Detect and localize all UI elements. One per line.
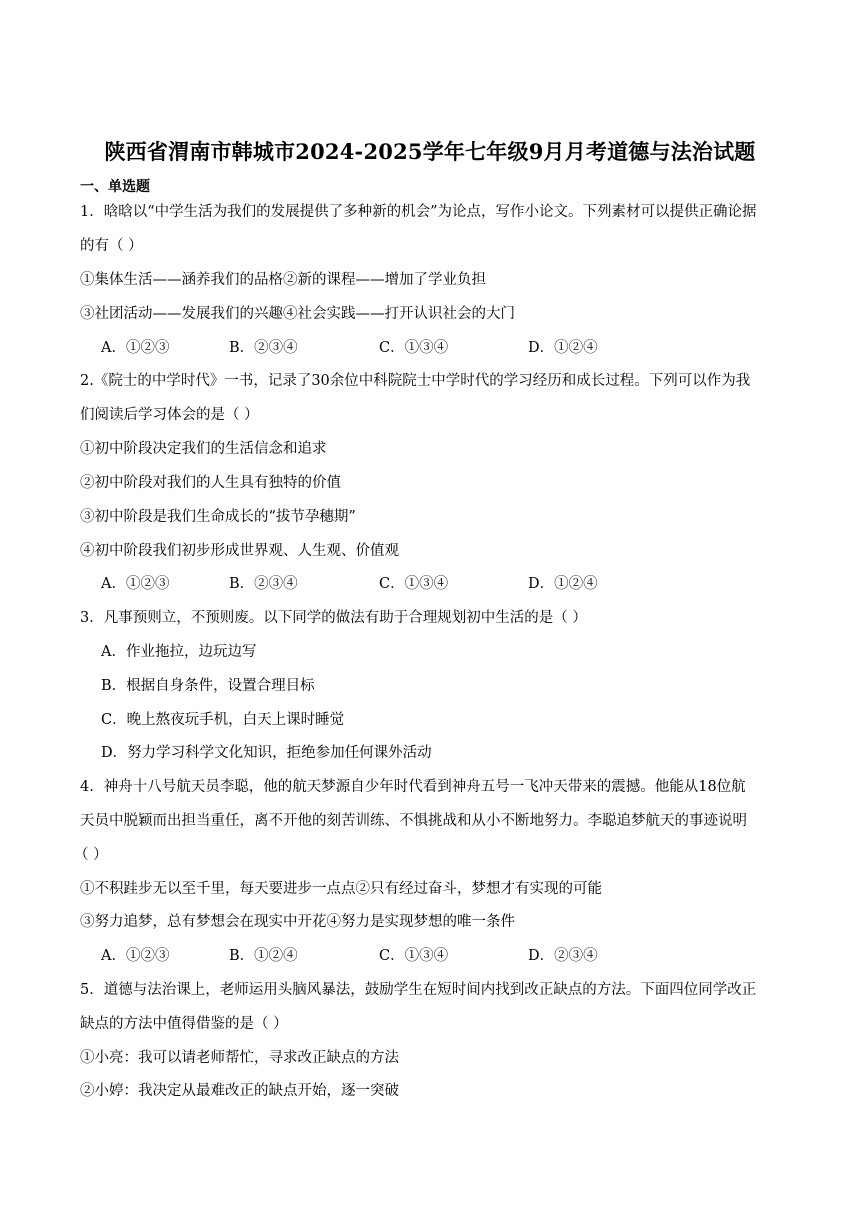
option-b: B．②③④ [229,576,298,592]
question-statement: ③社团活动——发展我们的兴趣④社会实践——打开认识社会的大门 [80,306,515,322]
option-d: D．努力学习科学文化知识，拒绝参加任何课外活动 [101,745,432,761]
question-text-line: 1．晗晗以“中学生活为我们的发展提供了多种新的机会”为论点，写作小论文。下列素材可以提供正确论据 [80,204,757,220]
question-text-line: 4．神舟十八号航天员李聪，他的航天梦源自少年时代看到神舟五号一飞冲天带来的震撼。他能从18位航 [80,779,746,795]
question-statement: ①集体生活——涵养我们的品格②新的课程——增加了学业负担 [80,272,486,288]
option-c: C．①③④ [379,576,449,592]
option-d: D．①②④ [528,340,598,356]
option-c: C．①③④ [379,340,449,356]
option-a: A．①②③ [101,948,170,964]
question-statement: ③努力追梦，总有梦想会在现实中开花④努力是实现梦想的唯一条件 [80,914,515,930]
question-statement: ③初中阶段是我们生命成长的“拔节孕穗期” [80,509,356,525]
option-c: C．晚上熬夜玩手机，白天上课时睡觉 [101,712,345,728]
question-statement: ②初中阶段对我们的人生具有独特的价值 [80,475,341,491]
option-a: A．①②③ [101,576,170,592]
question-statement: ①不积跬步无以至千里，每天要进步一点点②只有经过奋斗，梦想才有实现的可能 [80,881,602,897]
option-d: D．②③④ [528,948,598,964]
option-a: A．①②③ [101,340,170,356]
document-title: 陕西省渭南市韩城市2024-2025学年七年级9月月考道德与法治试题 [104,139,756,164]
question-text-line: （ ） [74,847,108,863]
question-statement: ①初中阶段决定我们的生活信念和追求 [80,441,327,457]
option-a: A．作业拖拉，边玩边写 [101,644,257,660]
option-d: D．①②④ [528,576,598,592]
question-text-line: 的有（ ） [80,238,143,254]
question-statement: ①小亮：我可以请老师帮忙，寻求改正缺点的方法 [80,1050,399,1066]
question-text-line: 缺点的方法中值得借鉴的是（ ） [80,1016,288,1032]
question-statement: ④初中阶段我们初步形成世界观、人生观、价值观 [80,543,399,559]
option-c: C．①③④ [379,948,449,964]
question-text-line: 5．道德与法治课上，老师运用头脑风暴法，鼓励学生在短时间内找到改正缺点的方法。下面四位同学改正 [80,982,757,998]
section-heading: 一、单选题 [80,179,150,195]
question-statement: ②小婷：我决定从最难改正的缺点开始，逐一突破 [80,1083,399,1099]
option-b: B．②③④ [229,340,298,356]
question-text-line: 2.《院士的中学时代》一书，记录了30余位中科院院士中学时代的学习经历和成长过程。下列可以作为我 [80,373,751,389]
option-b: B．①②④ [229,948,298,964]
question-text-line: 们阅读后学习体会的是（ ） [80,407,259,423]
option-b: B．根据自身条件，设置合理目标 [101,678,315,694]
question-text-line: 3．凡事预则立，不预则废。以下同学的做法有助于合理规划初中生活的是（ ） [80,610,587,626]
question-text-line: 天员中脱颖而出担当重任，离不开他的刻苦训练、不惧挑战和从小不断地努力。李聪追梦航天的事迹说明 [80,813,747,829]
